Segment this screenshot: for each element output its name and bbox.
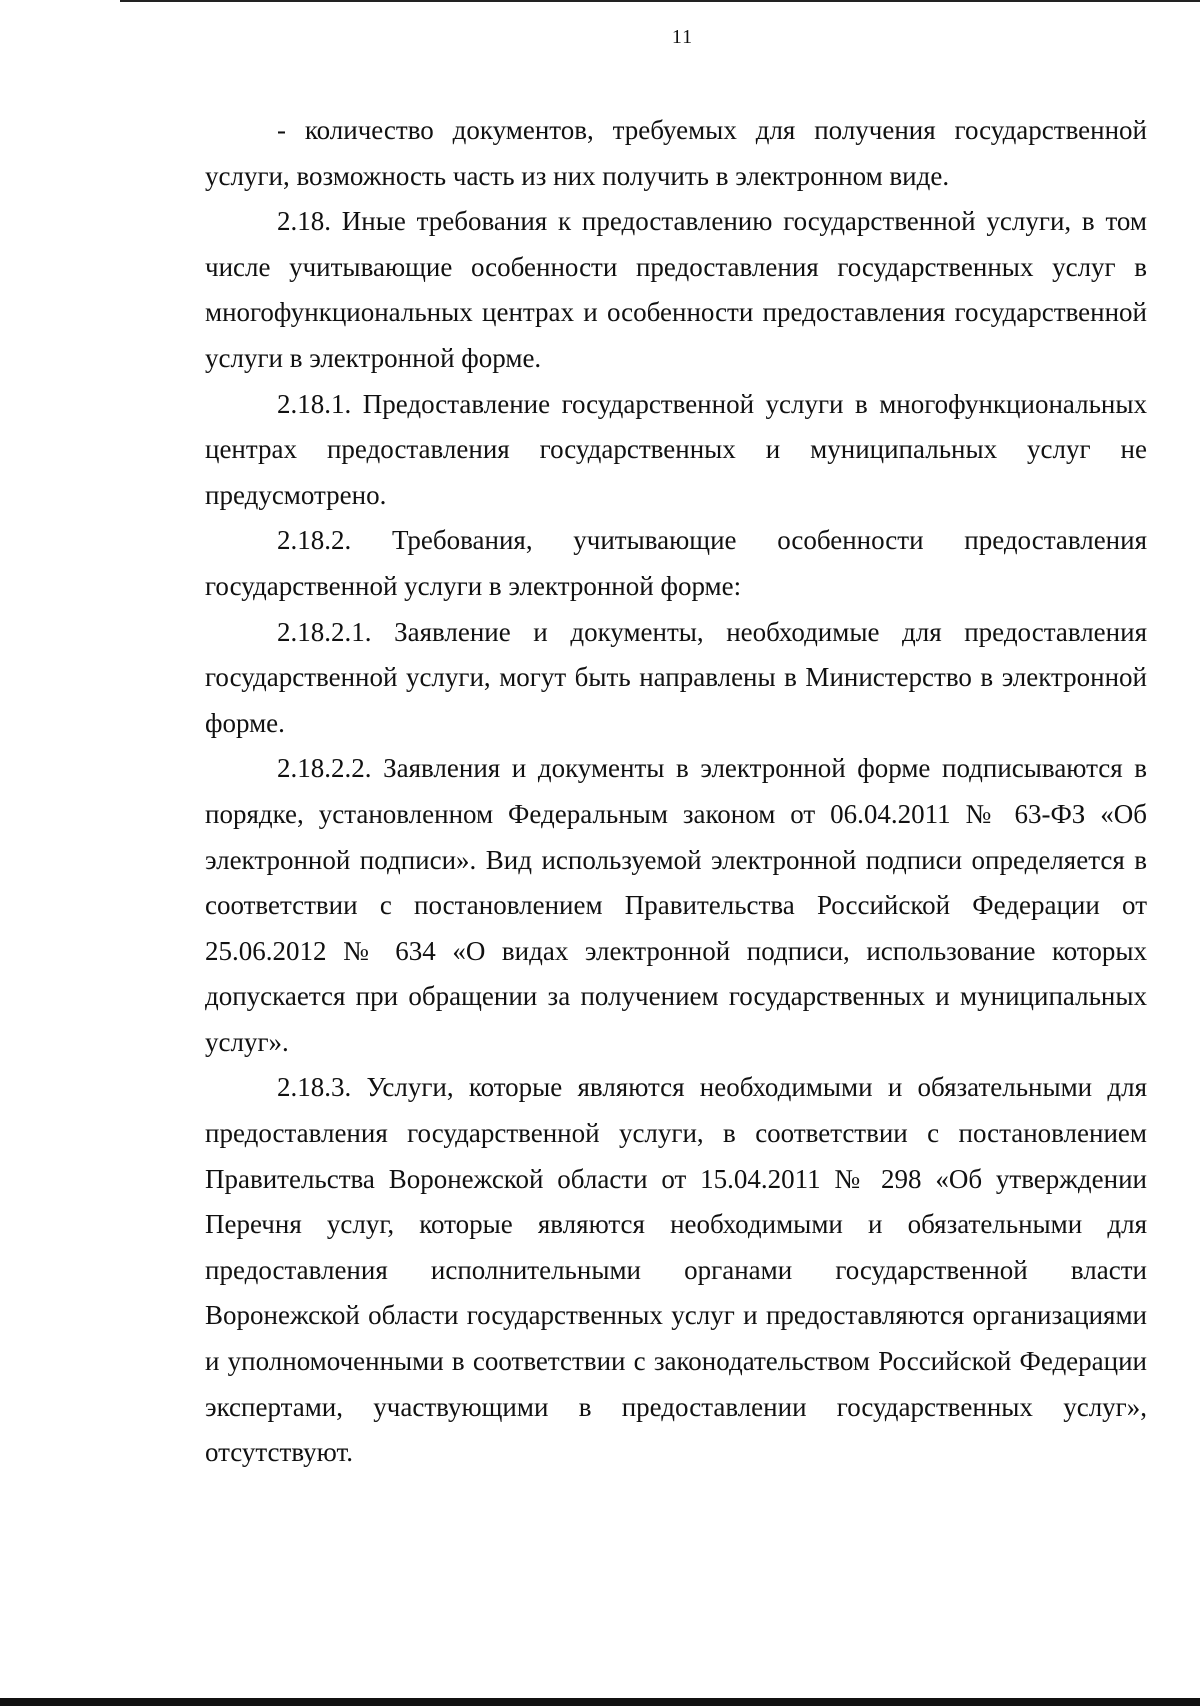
paragraph-2-18-1: 2.18.1. Предоставление государственной услуги в многофункциональных центрах предоставления государственных и муниципальных услуг не предусмотрено. xyxy=(205,388,1147,510)
paragraph-2-18-3: 2.18.3. Услуги, которые являются необходимыми и обязательными для предоставления государственной услуги, в соответствии с постановлением Правительства Воронежской области от 15.04.2011 № 298 «Об утверждении Перечня услуг, которые являются необходимыми и обязательными для предоставления исполнительными органами государственной власти Воронежской области государственных услуг и предоставляются организациями и уполномоченными в соответствии с законодательством Российской Федерации экспертами, участвующими в предоставлении государственных услуг», отсутствуют. xyxy=(205,1072,1147,1468)
scan-edge-top xyxy=(120,0,1200,2)
paragraph-2-18-2-1: 2.18.2.1. Заявление и документы, необходимые для предоставления государственной услуги, могут быть направлены в Министерство в электронной форме. xyxy=(205,616,1147,738)
paragraph-2-18-2-2: 2.18.2.2. Заявления и документы в электронной форме подписываются в порядке, установленном Федеральным законом от 06.04.2011 № 63-ФЗ «Об электронной подписи». Вид используемой электронной подписи определяется в соответствии с постановлением Правительства Российской Федерации от 25.06.2012 № 634 «О видах электронной подписи, использование которых допускается при обращении за получением государственных и муниципальных услуг». xyxy=(205,753,1147,1057)
paragraph-2-18-2: 2.18.2. Требования, учитывающие особенности предоставления государственной услуги в электронной форме: xyxy=(205,525,1147,601)
paragraph-documents-count: - количество документов, требуемых для получения государственной услуги, возможность часть из них получить в электронном виде. xyxy=(205,115,1147,191)
paragraph-2-18: 2.18. Иные требования к предоставлению государственной услуги, в том числе учитывающие особенности предоставления государственных услуг в многофункциональных центрах и особенности предоставления государственной услуги в электронной форме. xyxy=(205,206,1147,373)
page-number: 11 xyxy=(671,26,694,48)
scan-edge-bottom xyxy=(0,1698,1200,1706)
document-body xyxy=(205,108,1147,1476)
